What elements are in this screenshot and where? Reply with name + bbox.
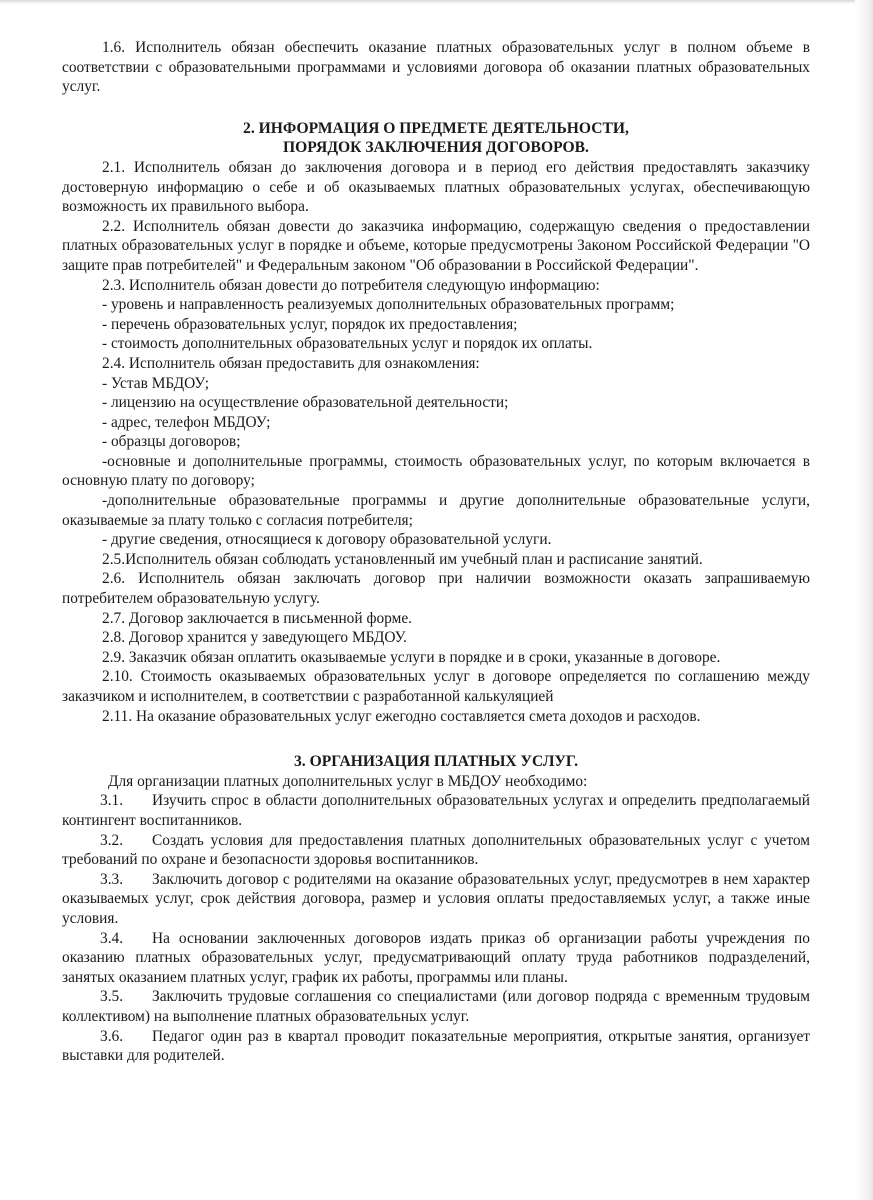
clause-3-4 (62, 929, 810, 988)
clause-3-6 (62, 1027, 810, 1066)
clause-number: 3.5. (100, 988, 124, 1006)
clause-number: 3.3. (100, 870, 124, 888)
clause-2-2: 2.2. Исполнитель обязан довести до заказчика информацию, содержащую сведения о предоставлении платных образовательных услуг в порядке и объеме, которые предусмотрены Законом Российской Федерации "О защите прав потребителей" и Федеральным законом "Об образовании в Российской Федерации". (62, 217, 810, 274)
clause-1-6: 1.6. Исполнитель обязан обеспечить оказание платных образовательных услуг в полном объеме в соответствии с образовательными программами и условиями договора об оказании платных образовательных услуг. (62, 39, 810, 96)
list-item: -дополнительные образовательные программы и другие дополнительные образовательные услуги, оказываемые за плату только с согласия потребителя; (62, 492, 810, 529)
section-2-title-line-2: ПОРЯДОК ЗАКЛЮЧЕНИЯ ДОГОВОРОВ. (283, 139, 589, 157)
scan-edge-top (0, 0, 873, 4)
spacer (62, 97, 810, 119)
clause-number: 3.4. (100, 929, 124, 947)
clause-text: Заключить трудовые соглашения со специалистами (или договор подряда с временным трудовым коллективом) на выполнение платных образовательных услуг. (62, 988, 810, 1025)
clause-2-4: 2.4. Исполнитель обязан предоставить для ознакомления: (102, 354, 480, 372)
scan-edge-right (855, 0, 873, 1200)
section-3-title: 3. ОРГАНИЗАЦИЯ ПЛАТНЫХ УСЛУГ. (294, 753, 578, 771)
list-item: - уровень и направленность реализуемых дополнительных образовательных программ; (102, 296, 675, 314)
list-item: - образцы договоров; (102, 433, 241, 451)
clause-2-6: 2.6. Исполнитель обязан заключать договор при наличии возможности оказать запрашиваемую потребителем образовательную услугу. (62, 570, 810, 608)
clause-text: Изучить спрос в области дополнительных образовательных услугах и определить предполагаемый контингент воспитанников. (62, 792, 810, 829)
clause-3-3 (62, 870, 810, 929)
clause-2-10: 2.10. Стоимость оказываемых образовательных услуг в договоре определяется по соглашению между заказчиком и исполнителем, в соответствии с разработанной калькуляцией (62, 668, 810, 705)
clause-number: 3.1. (100, 792, 124, 810)
clause-2-1: 2.1. Исполнитель обязан до заключения договора и в период его действия предоставлять заказчику достоверную информацию о себе и об оказываемых платных образовательных услугах, обеспечивающую возможность их правильного выбора. (62, 158, 810, 216)
list-item: - перечень образовательных услуг, порядок их предоставления; (102, 315, 518, 333)
list-item: - лицензию на осуществление образовательной деятельности; (102, 394, 509, 412)
list-item: - стоимость дополнительных образовательных услуг и порядок их оплаты. (102, 335, 593, 353)
clause-2-5: 2.5.Исполнитель обязан соблюдать установленный им учебный план и расписание занятий. (102, 550, 703, 568)
clause-3-5 (62, 987, 810, 1026)
list-item: - адрес, телефон МБДОУ; (102, 413, 271, 431)
section-2-title-line-1: 2. ИНФОРМАЦИЯ О ПРЕДМЕТЕ ДЕЯТЕЛЬНОСТИ, (243, 119, 629, 137)
list-item: - другие сведения, относящиеся к договору образовательной услуги. (102, 531, 552, 549)
clause-2-3: 2.3. Исполнитель обязан довести до потребителя следующую информацию: (102, 276, 600, 294)
clause-3-1 (62, 791, 810, 830)
clause-text: Заключить договор с родителями на оказание образовательных услуг, предусмотрев в нем характер оказываемых услуг, срок действия договора, размер и условия оплаты предоставляемых услуг, а также иные условия. (62, 870, 810, 927)
clause-3-2 (62, 831, 810, 870)
spacer (62, 726, 810, 752)
clause-number: 3.6. (100, 1027, 124, 1045)
clause-text: Педагог один раз в квартал проводит показательные мероприятия, открытые занятия, организует выставки для родителей. (62, 1027, 810, 1065)
clause-2-11: 2.11. На оказание образовательных услуг ежегодно составляется смета доходов и расходов. (102, 707, 701, 725)
clause-text: На основании заключенных договоров издать приказ об организации работы учреждения по оказанию платных образовательных услуг, предусматривающий оплату труда работников подразделений, занятых оказанием платных услуг, график их работы, программы или планы. (62, 929, 810, 986)
document-page (62, 38, 810, 1066)
clause-2-7: 2.7. Договор заключается в письменной форме. (102, 609, 413, 627)
clause-2-9: 2.9. Заказчик обязан оплатить оказываемые услуги в порядке и в сроки, указанные в договоре. (102, 648, 721, 666)
clause-2-8: 2.8. Договор хранится у заведующего МБДОУ. (102, 629, 407, 647)
clause-text: Создать условия для предоставления платных дополнительных образовательных услуг с учетом требований по охране и безопасности здоровья воспитанников. (62, 831, 810, 869)
section-3-lead: Для организации платных дополнительных услуг в МБДОУ необходимо: (108, 772, 588, 790)
clause-number: 3.2. (100, 831, 124, 849)
list-item: -основные и дополнительные программы, стоимость образовательных услуг, по которым включается в основную плату по договору; (62, 452, 810, 490)
list-item: - Устав МБДОУ; (102, 374, 209, 392)
